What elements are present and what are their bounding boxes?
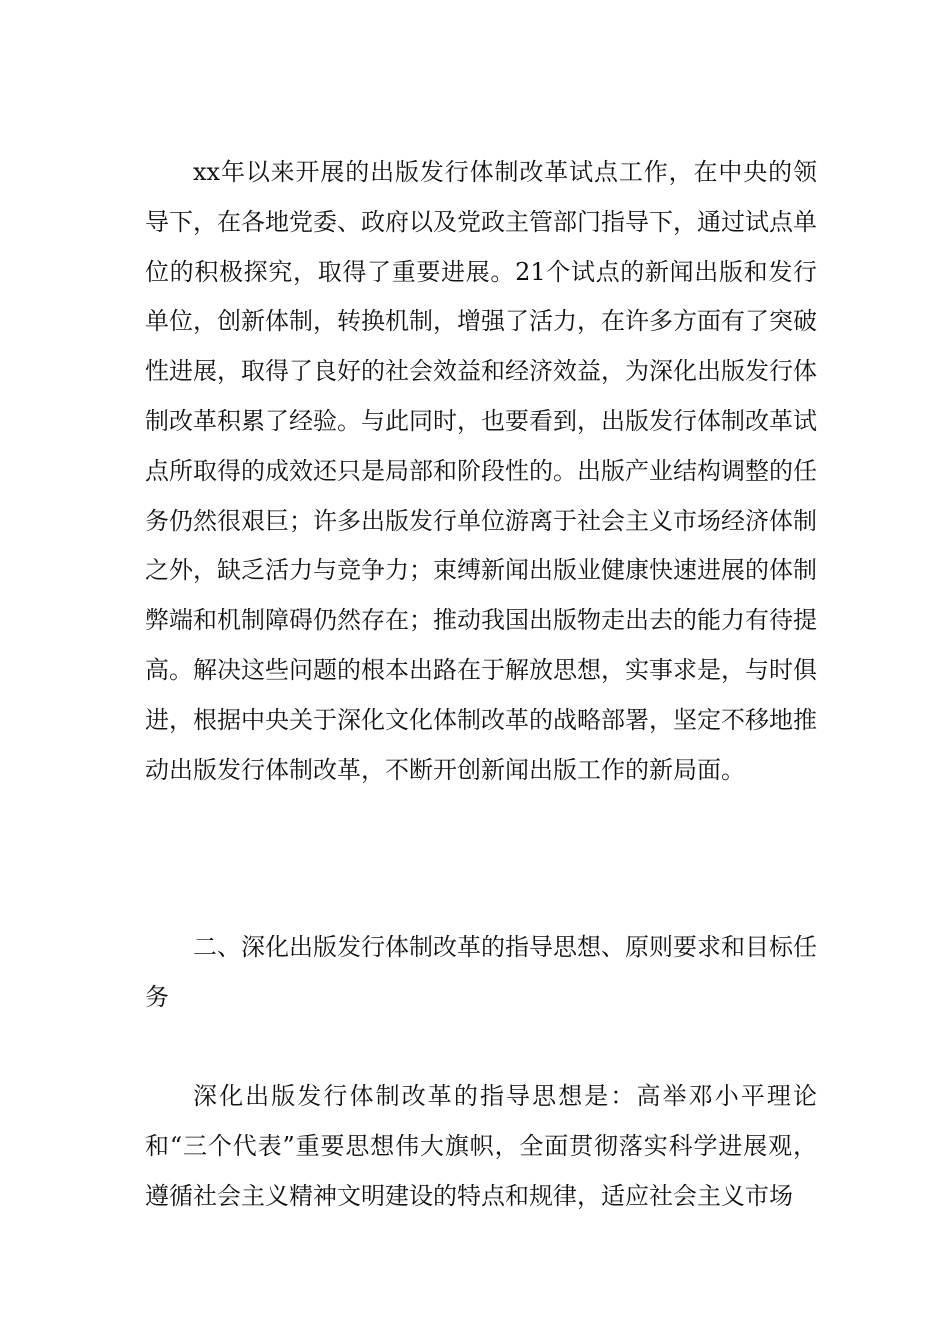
paragraph-guiding-ideology: 深化出版发行体制改革的指导思想是：高举邓小平理论和“三个代表”重要思想伟大旗帜，全面贯彻落实科学进展观，遵循社会主义精神文明建设的特点和规律，适应社会主义市场	[145, 1082, 817, 1210]
section-heading-guiding-ideology: 二、深化出版发行体制改革的指导思想、原则要求和目标任务	[145, 933, 817, 1011]
paragraph-reform-progress: xx年以来开展的出版发行体制改革试点工作，在中央的领导下，在各地党委、政府以及党政主管部门指导下，通过试点单位的积极探究，取得了重要进展。21个试点的新闻出版和发行单位，创新体制，转换机制，增强了活力，在许多方面有了突破性进展，取得了良好的社会效益和经济效益，为深化出版发行体制改革积累了经验。与此同时，也要看到，出版发行体制改革试点所取得的成效还只是局部和阶段性的。出版产业结构调整的任务仍然很艰巨；许多出版发行单位游离于社会主义市场经济体制之外，缺乏活力与竞争力；束缚新闻出版业健康快速进展的体制弊端和机制障碍仍然存在；推动我国出版物走出去的能力有待提高。解决这些问题的根本出路在于解放思想，实事求是，与时俱进，根据中央关于深化文化体制改革的战略部署，坚定不移地推动出版发行体制改革，不断开创新闻出版工作的新局面。	[145, 158, 817, 784]
